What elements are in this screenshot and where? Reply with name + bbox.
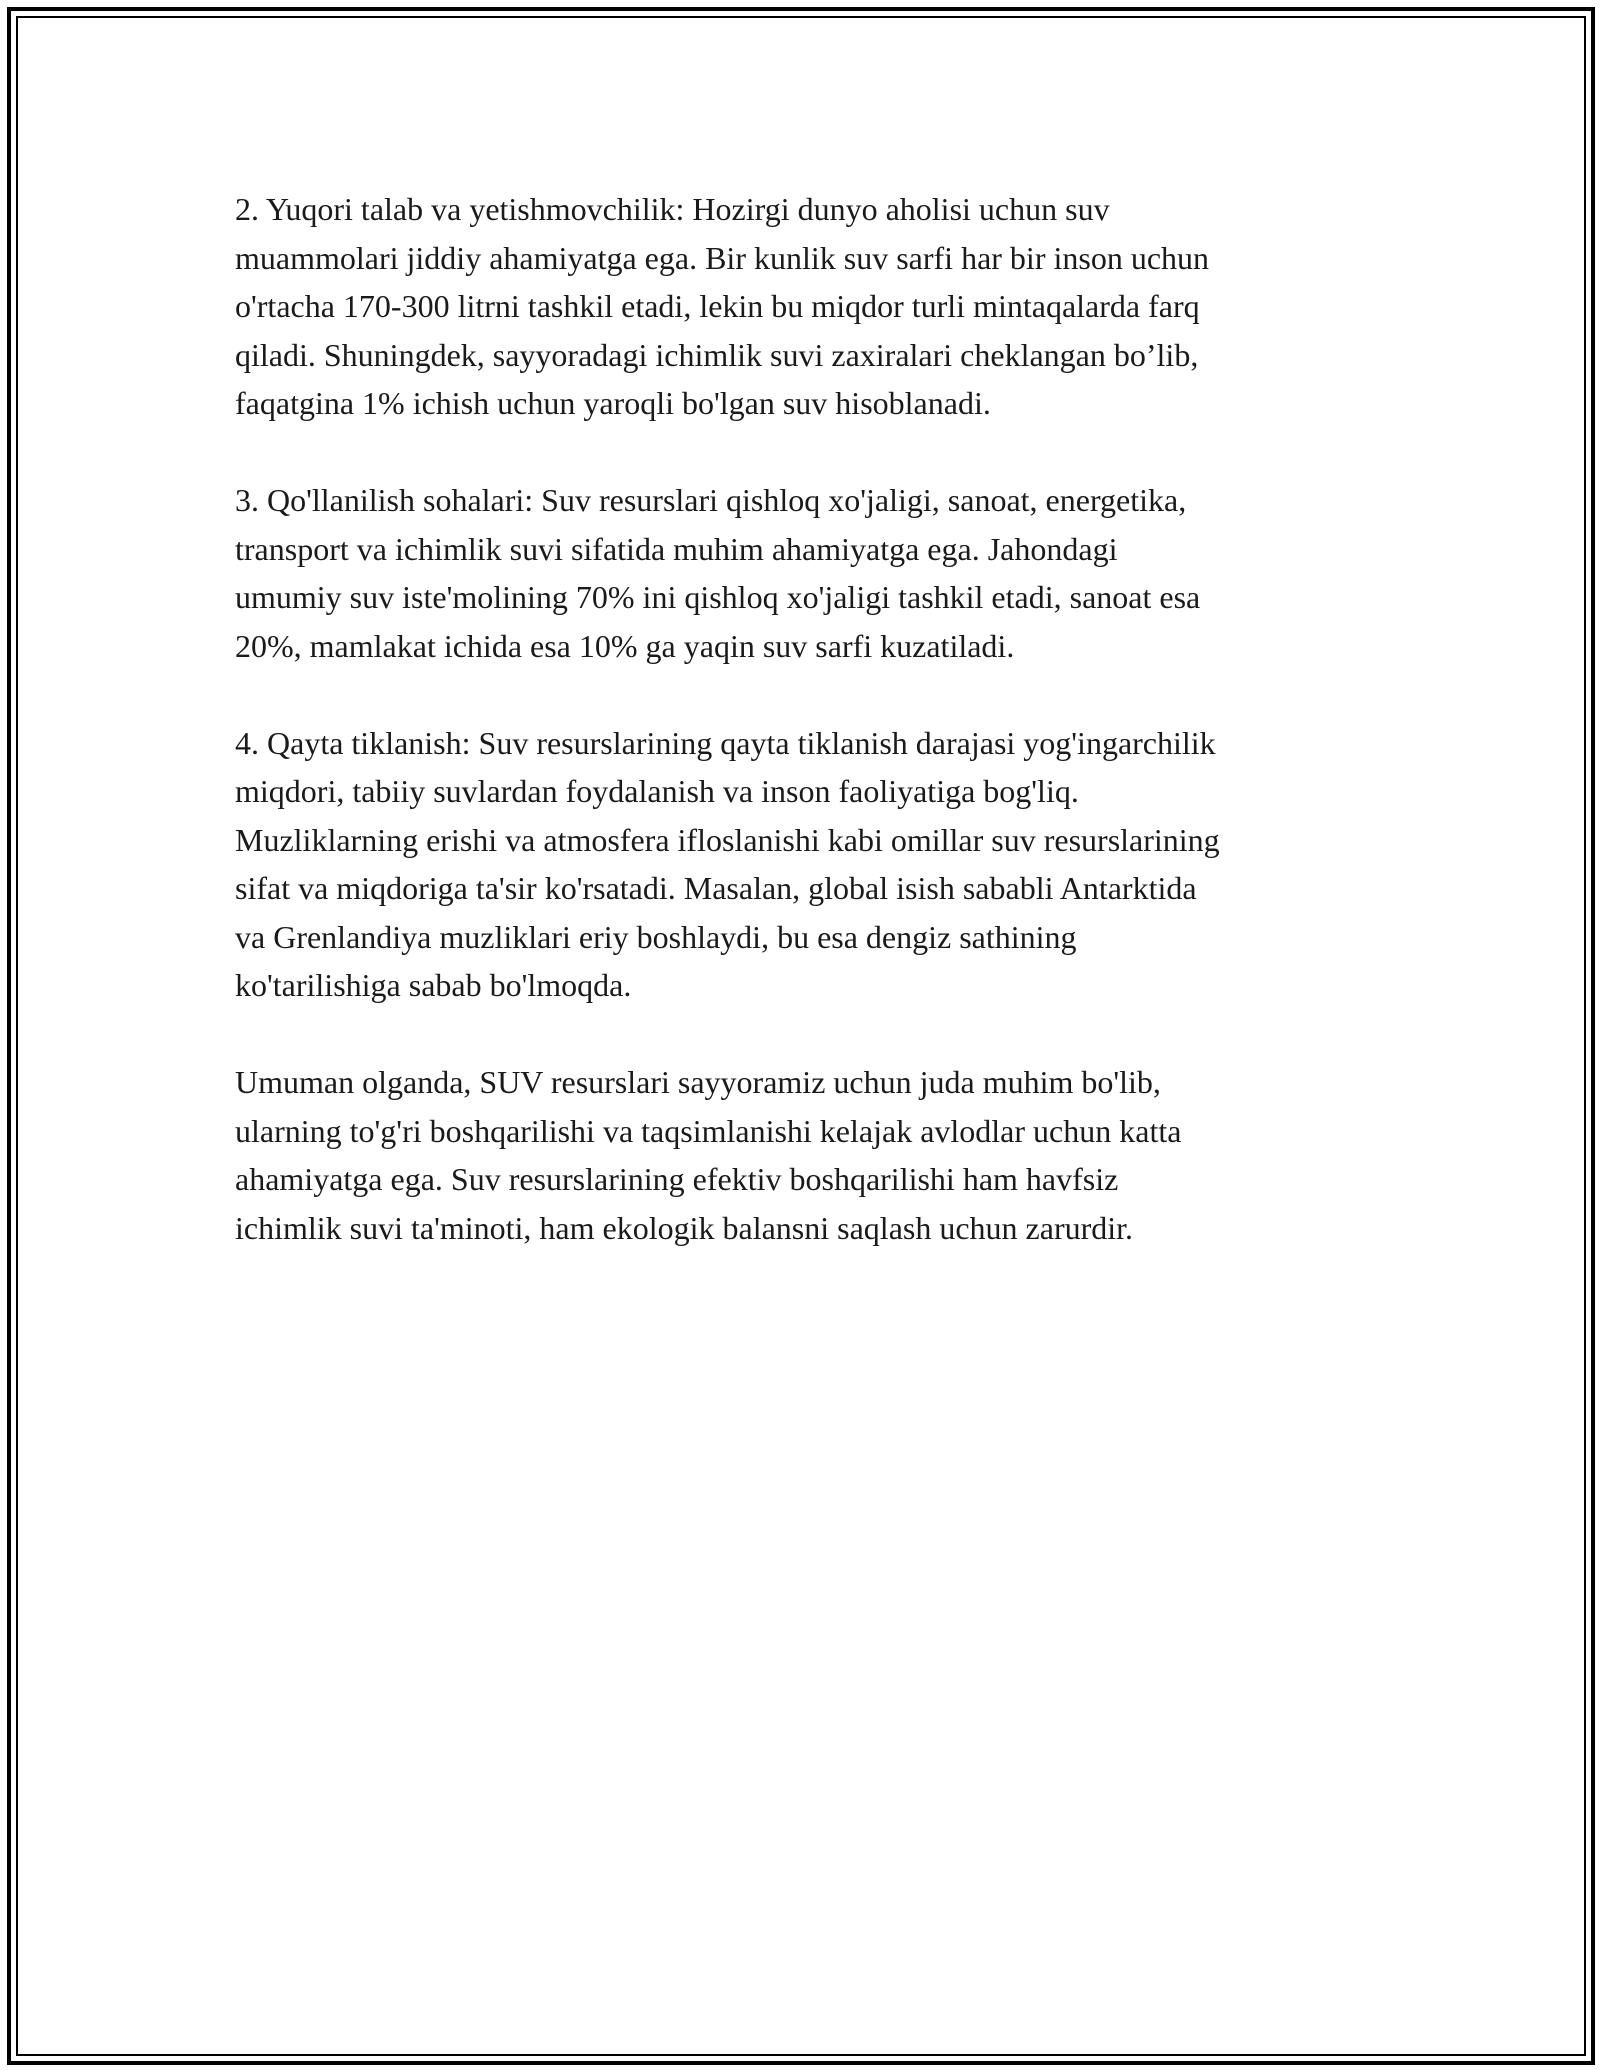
paragraph-conclusion: Umuman olganda, SUV resurslari sayyoramiz uchun juda muhim bo'lib, ularning to'g'ri boshqarilishi va taqsimlanishi kelajak avlodlar uchun katta ahamiyatga ega. Suv resurslarining efektiv boshqarilishi ham havfsiz ichimlik suvi ta'minoti, ham ekologik balansni saqlash uchun zarurdir.	[235, 1064, 1182, 1246]
paragraph-demand-shortage: 2. Yuqori talab va yetishmovchilik: Hozirgi dunyo aholisi uchun suv muammolari jiddiy ahamiyatga ega. Bir kunlik suv sarfi har bir inson uchun o'rtacha 170-300 litrni tashkil etadi, lekin bu miqdor turli mintaqalarda farq qiladi. Shuningdek, sayyoradagi ichimlik suvi zaxiralari cheklangan bo’lib, faqatgina 1% ichish uchun yaroqli bo'lgan suv hisoblanadi.	[235, 191, 1210, 421]
paragraph-renewal: 4. Qayta tiklanish: Suv resurslarining qayta tiklanish darajasi yog'ingarchilik miqdori, tabiiy suvlardan foydalanish va inson faoliyatiga bog'liq. Muzliklarning erishi va atmosfera ifloslanishi kabi omillar suv resurslarining sifat va miqdoriga ta'sir ko'rsatadi. Masalan, global isish sababli Antarktida va Grenlandiya muzliklari eriy boshlaydi, bu esa dengiz sathining ko'tarilishiga sabab bo'lmoqda.	[235, 724, 1220, 1003]
document-body	[235, 185, 1385, 1301]
paragraph-usage-areas: 3. Qo'llanilish sohalari: Suv resurslari qishloq xo'jaligi, sanoat, energetika, transport va ichimlik suvi sifatida muhim ahamiyatga ega. Jahondagi umumiy suv iste'molining 70% ini qishloq xo'jaligi tashkil etadi, sanoat esa 20%, mamlakat ichida esa 10% ga yaqin suv sarfi kuzatiladi.	[235, 482, 1201, 664]
